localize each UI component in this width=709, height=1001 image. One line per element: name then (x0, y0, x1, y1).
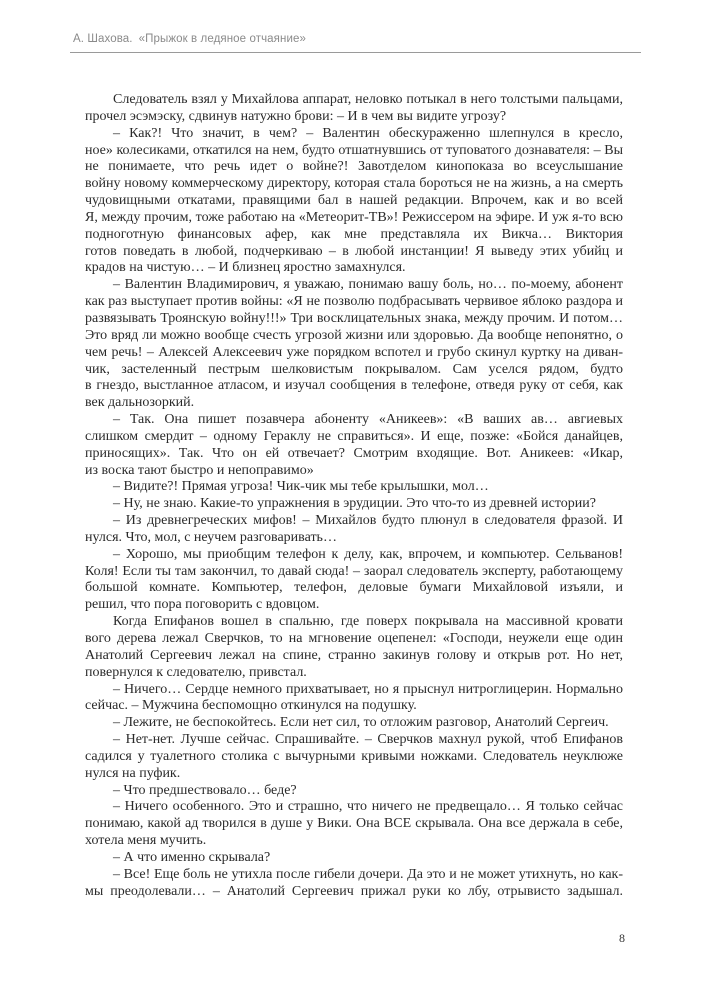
paragraph (85, 547, 623, 614)
paragraph (85, 513, 623, 547)
text-line: готов поведать в любой, подчеркиваю – в любой инстанции! Я выведу этих убийц и (85, 243, 623, 259)
text-line: – Все! Еще боль не утихла после гибели дочери. Да это и не может утихнуть, но как- (113, 866, 623, 882)
paragraph (85, 479, 623, 496)
header-title: «Прыжок в ледяное отчаяние» (138, 33, 306, 45)
text-line: – Что предшествовало… беде? (113, 782, 297, 798)
text-line: – Лежите, не беспокойтесь. Если нет сил, то отложим разговор, Анатолий Сергеич. (113, 715, 609, 731)
text-line: хотела меня мучить. (85, 833, 207, 849)
page-body (85, 92, 623, 901)
paragraph (85, 867, 623, 901)
paragraph (85, 412, 623, 479)
paragraph (85, 126, 623, 278)
paragraph (85, 799, 623, 850)
text-line: чудовищными откатами, правящими бал в нашей редакции. Впрочем, как и во всей (85, 193, 623, 209)
text-line: садился у туалетного столика с вычурными кривыми ножками. Следователь неуклюже (85, 748, 623, 764)
header-author: А. Шахова. (73, 33, 133, 45)
text-line: – Ну, не знаю. Какие-то упражнения в эрудиции. Это что-то из древней истории? (113, 496, 596, 512)
text-line: – Валентин Владимирович, я уважаю, понимаю вашу боль, но… по-моему, абонент (113, 277, 623, 293)
text-line: войну новому коммерческому директору, которая стала бороться не на жизнь, а на смерть (85, 176, 623, 192)
paragraph (85, 732, 623, 783)
text-line: в гнездо, выстланное атласом, и изучал сообщения в телефоне, отведя руку от себя, как (85, 378, 623, 394)
text-line: крадов на чистую… – И близнец яростно замахнулся. (85, 260, 406, 276)
text-line: понимаю, какой ад творился в душе у Вики. Она ВСЕ скрывала. Она все держала в себе, (85, 816, 623, 832)
running-header (73, 33, 306, 45)
text-line: чик, застеленный пестрым шелковистым покрывалом. Сам уселся рядом, будто (85, 361, 623, 377)
paragraph (85, 614, 623, 681)
text-line: развязывать Троянскую войну!!!» Три восклицательных знака, между прочим. И потом… (85, 310, 623, 326)
text-line: нулся на пуфик. (85, 765, 181, 781)
text-line: – Так. Она пишет позавчера абоненту «Аникеев»: «В ваших ав… авгиевых (113, 412, 623, 428)
page-number: 8 (619, 931, 625, 945)
paragraph (85, 496, 623, 513)
paragraph (85, 92, 623, 126)
text-line: слишком смердит – одному Гераклу не справиться». И еще, позже: «Бойся данайцев, (85, 428, 623, 444)
header-divider (70, 52, 641, 53)
text-line: – Нет-нет. Лучше сейчас. Спрашивайте. – Сверчков махнул рукой, чтоб Епифанов (113, 732, 623, 748)
text-line: Анатолий Сергеевич лежал на спине, странно закинув голову и открыв рот. Но нет, (85, 647, 623, 663)
text-line: большой комнате. Компьютер, телефон, деловые бумаги Михайловой изъяли, и (85, 580, 623, 596)
text-line: – А что именно скрывала? (113, 849, 271, 865)
text-line: из воска тают быстро и непоправимо» (85, 462, 314, 478)
text-line: Я, между прочим, тоже работаю на «Метеорит-ТВ»! Режиссером на эфире. И уж я-то всю (85, 209, 623, 225)
text-line: подноготную финансовых афер, как мне представляла их Викча… Виктория (85, 226, 623, 242)
text-line: не понимаете, что речь идет о войне?! Завотделом кинопоказа во всеуслышание (85, 159, 623, 175)
text-line: Следователь взял у Михайлова аппарат, неловко потыкал в него толстыми пальцами, (113, 92, 623, 107)
text-line: приносящих». Так. Что он ей отвечает? Смотрим входящие. Вот. Аникеев: «Икар, (85, 445, 623, 461)
text-line: решил, что пора поговорить с вдовцом. (85, 597, 320, 613)
text-line: ное» колесиками, откатился на нем, будто отшатнувшись от туповатого дознавателя: – Вы (85, 142, 623, 158)
text-line: как раз выступает против войны: «Я не позволю подбрасывать червивое яблоко раздора и (85, 294, 623, 310)
text-line: – Из древнегреческих мифов! – Михайлов будто плюнул в следователя фразой. И (113, 513, 623, 529)
text-line: Это вряд ли можно вообще счесть угрозой жизни или здоровью. Да вообще непонятно, о (85, 327, 623, 343)
text-line: повернулся к следователю, привстал. (85, 664, 307, 680)
text-line: вого дерева лежал Сверчков, то на мгновение оцепенел: «Господи, неужели еще один (85, 631, 623, 646)
text-line: мы преодолевали… – Анатолий Сергеевич прижал руки ко лбу, отрывисто задышал. (85, 883, 623, 899)
text-line: сейчас. – Мужчина беспомощно откинулся на подушку. (85, 698, 417, 714)
text-line: – Видите?! Прямая угроза! Чик-чик мы тебе крылышки, мол… (113, 479, 489, 495)
paragraph (85, 715, 623, 732)
paragraph (85, 783, 623, 800)
text-line: прочел эсэмэску, сдвинув натужно брови: – И в чем вы видите угрозу? (85, 108, 507, 124)
paragraph (85, 850, 623, 867)
text-line: нулся. Что, мол, с неучем разговаривать… (85, 529, 337, 545)
text-line: чем речь! – Алексей Алексеевич уже порядком вспотел и грубо скинул куртку на диван- (85, 344, 623, 360)
text-line: Когда Епифанов вошел в спальню, где поверх покрывала на массивной кровати (113, 614, 623, 630)
paragraph (85, 277, 623, 412)
text-line: век дальнозоркий. (85, 395, 195, 411)
text-line: Коля! Если ты там закончил, то давай сюда! – заорал следователь эксперту, работающему (85, 563, 623, 579)
text-line: – Как?! Что значит, в чем? – Валентин обескураженно шлепнулся в кресло, (113, 125, 623, 141)
text-line: – Хорошо, мы приобщим телефон к делу, как, впрочем, и компьютер. Сельванов! (113, 546, 623, 562)
paragraph (85, 682, 623, 716)
text-line: – Ничего особенного. Это и страшно, что ничего не предвещало… Я только сейчас (113, 799, 623, 815)
text-line: – Ничего… Сердце немного прихватывает, но я прыснул нитроглицерин. Нормально (113, 681, 623, 697)
